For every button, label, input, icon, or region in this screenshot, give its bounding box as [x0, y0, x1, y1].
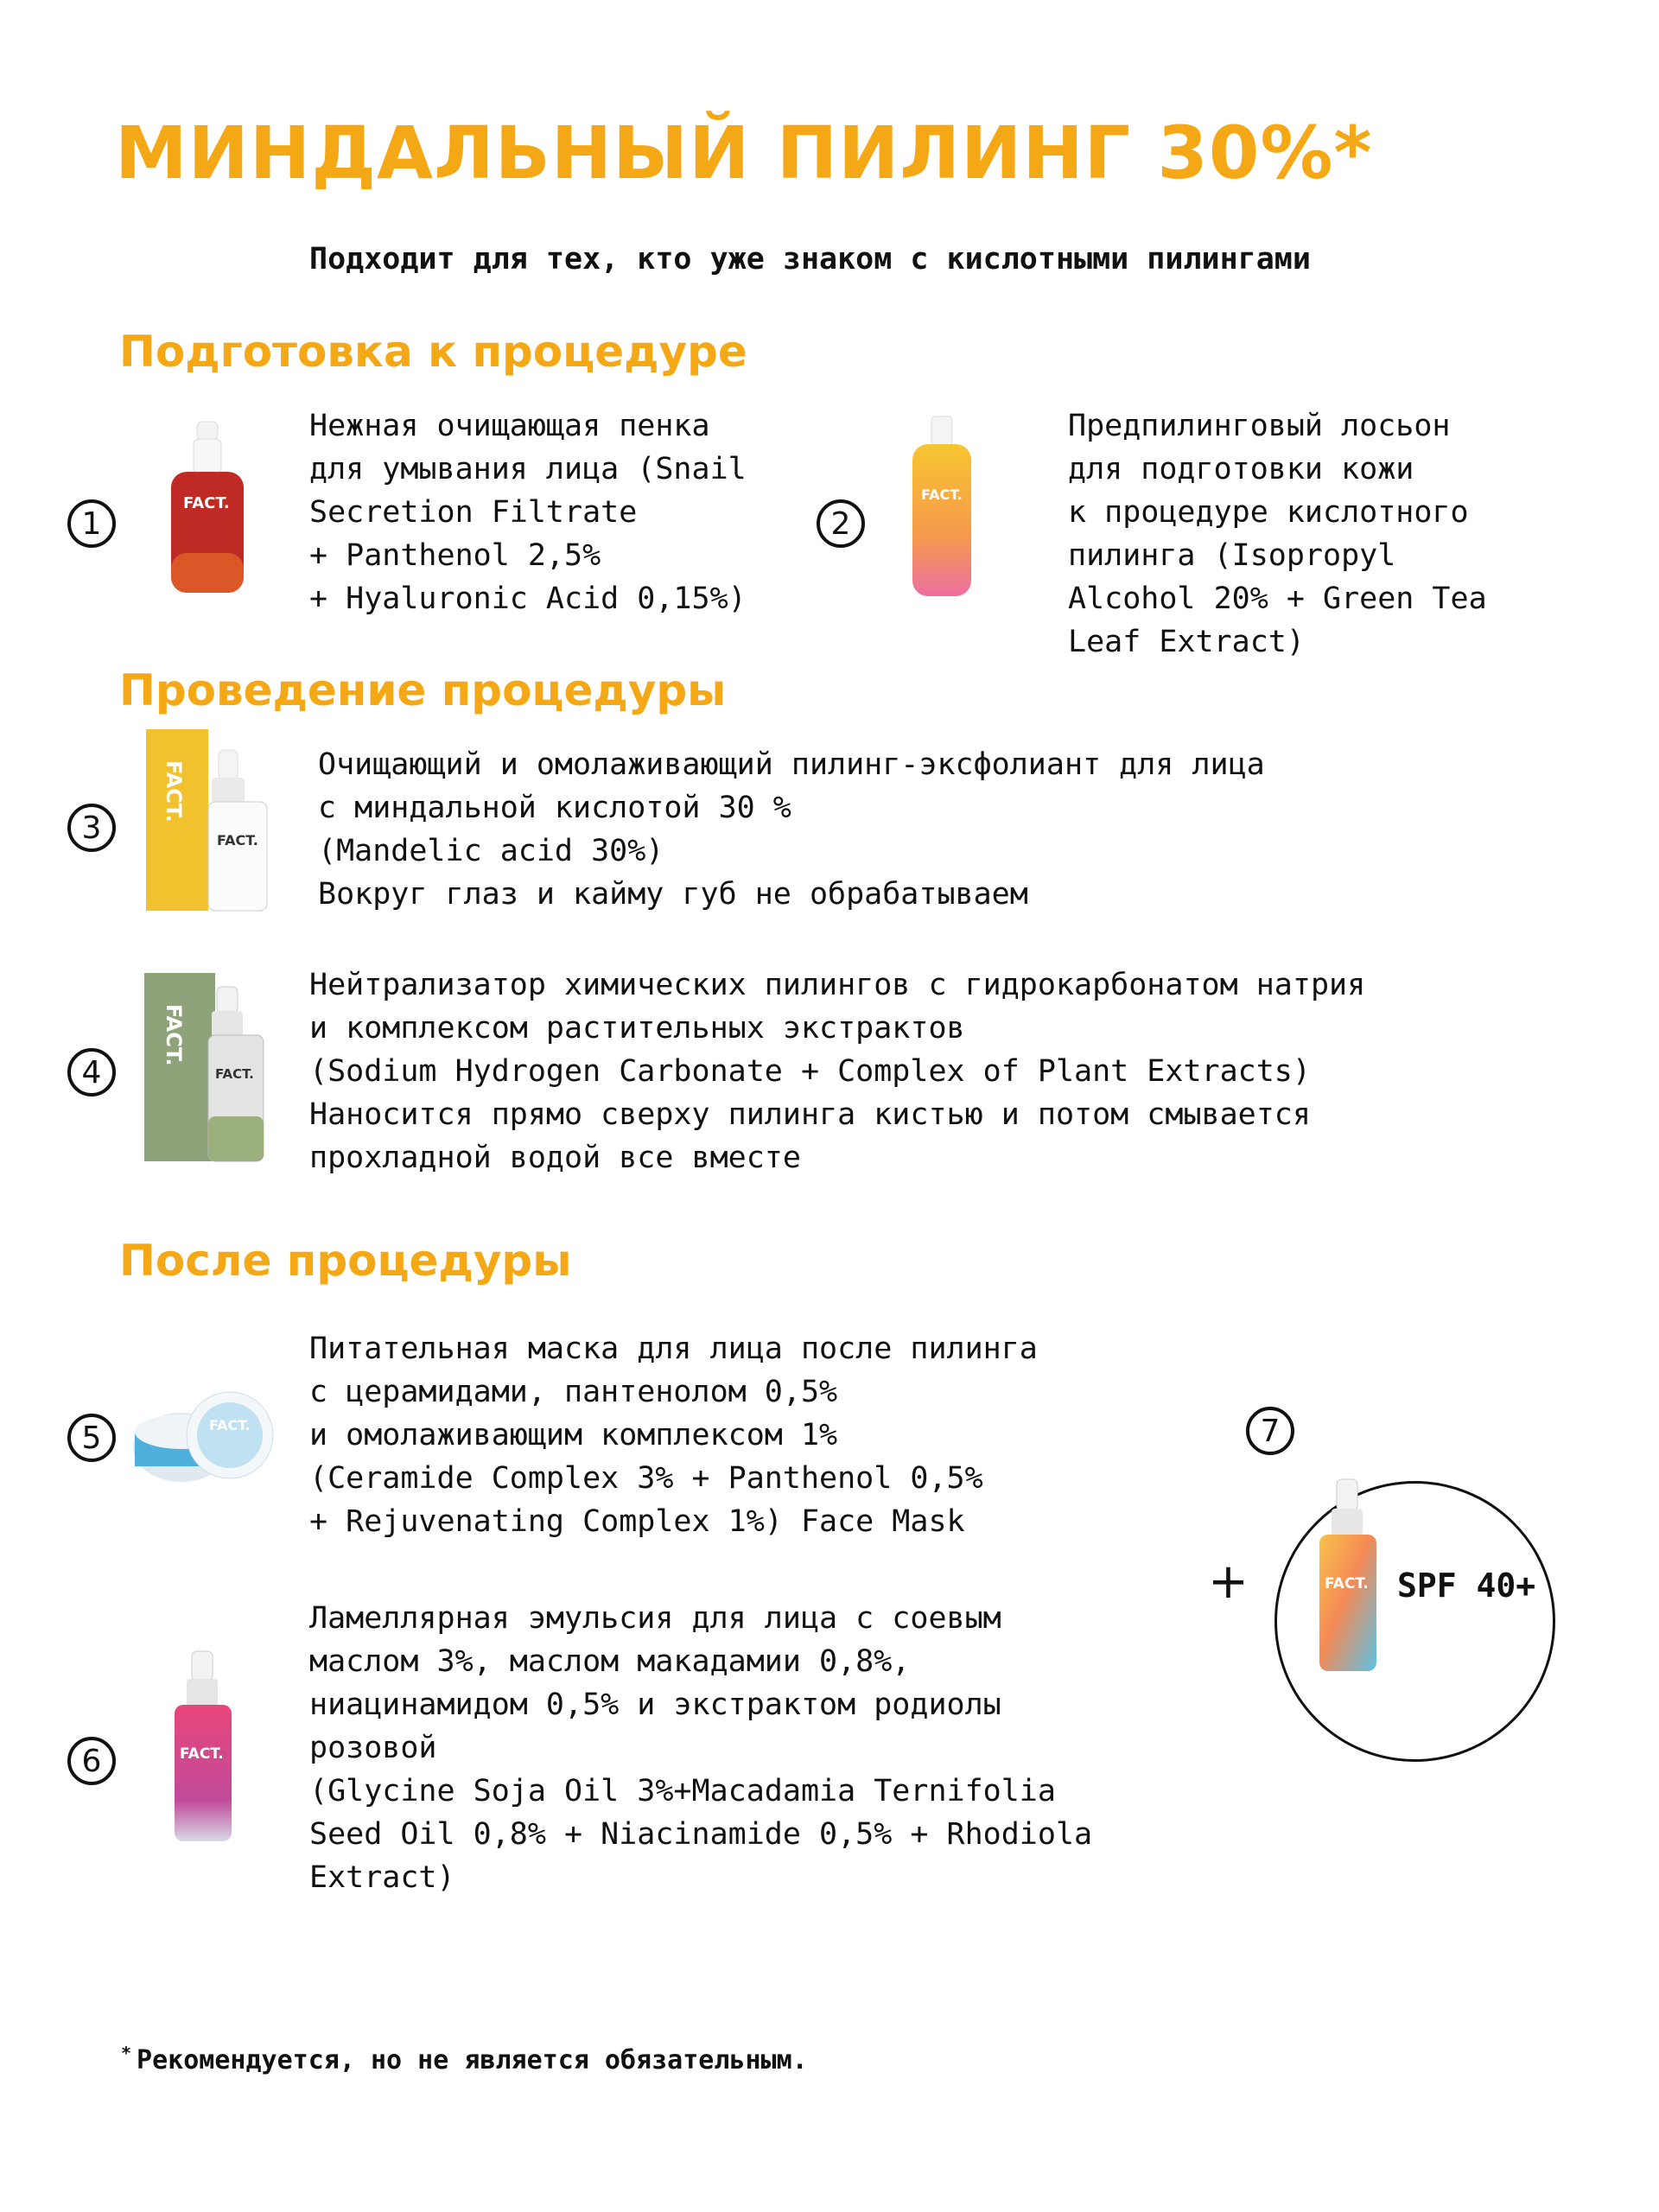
svg-text:FACT.: FACT. [217, 832, 258, 849]
peeling-serum-image [143, 726, 272, 916]
svg-text:FACT.: FACT. [1325, 1575, 1369, 1592]
step-number-7: 7 [1246, 1407, 1294, 1455]
product-description-1: Нежная очищающая пенка для умывания лица (Snail Secretion Filtrate + Panthenol 2,5% + Hyaluronic Acid 0,15%) [309, 409, 747, 616]
product-description-2: Предпилинговый лосьон для подготовки кожи к процедуре кислотного пилинга (Isopropyl Alcohol 20% + Green Tea Leaf Extract) [1068, 409, 1487, 659]
section-heading-procedure: Проведение процедуры [119, 665, 727, 715]
svg-text:FACT.: FACT. [215, 1066, 254, 1082]
step-number-5: 5 [67, 1414, 116, 1462]
step-number-2: 2 [817, 499, 865, 548]
footnote-text: Рекомендуется, но не является обязательным. [137, 2045, 808, 2075]
foam-bottle-image [164, 415, 251, 601]
page-subtitle: Подходит для тех, кто уже знаком с кислотными пилингами [309, 242, 1311, 276]
product-description-4: Нейтрализатор химических пилингов с гидрокарбонатом натрия и комплексом растительных экстрактов (Sodium Hydrogen Carbonate + Complex of Plant Extracts) Наносится прямо сверху пилинга кистью и потом смывается прохладной водой все вместе [309, 968, 1366, 1175]
step-number-3: 3 [67, 804, 116, 852]
step-number-1: 1 [67, 499, 116, 548]
step-number-4: 4 [67, 1048, 116, 1096]
neutralizer-image [143, 969, 268, 1166]
product-description-3: Очищающий и омолаживающий пилинг-эксфолиант для лица с миндальной кислотой 30 % (Mandelic acid 30%) Вокруг глаз и кайму губ не обрабатываем [318, 747, 1265, 912]
product-description-5: Питательная маска для лица после пилинга с церамидами, пантенолом 0,5% и омолаживающим комплексом 1% (Ceramide Complex 3% + Panthenol 0,5% + Rejuvenating Complex 1%) Face Mask [309, 1332, 1038, 1539]
svg-text:FACT.: FACT. [180, 1745, 224, 1763]
footnote-mark: * [121, 2043, 132, 2063]
section-heading-prep: Подготовка к процедуре [119, 327, 747, 377]
svg-text:FACT.: FACT. [162, 760, 186, 823]
footnote [121, 2043, 808, 2075]
svg-text:FACT.: FACT. [162, 1004, 186, 1066]
svg-text:FACT.: FACT. [183, 494, 230, 512]
lotion-bottle-image [899, 413, 985, 601]
svg-text:FACT.: FACT. [209, 1417, 251, 1433]
page-title: МИНДАЛЬНЫЙ ПИЛИНГ 30%* [115, 111, 1373, 195]
plus-sign: + [1208, 1554, 1249, 1610]
emulsion-bottle-image [164, 1646, 242, 1847]
spf-label: SPF 40+ [1397, 1567, 1536, 1605]
svg-text:FACT.: FACT. [921, 486, 963, 503]
face-mask-jar-image [130, 1378, 276, 1491]
spf-bottle-image [1309, 1476, 1387, 1676]
product-description-6: Ламеллярная эмульсия для лица с соевым маслом 3%, маслом макадамии 0,8%, ниацинамидом 0,5% и экстрактом родиолы розовой (Glycine Soja Oil 3%+Macadamia Ternifolia Seed Oil 0,8% + Niacinamide 0,5% + Rhodiola Extract) [309, 1601, 1093, 1895]
section-heading-after: После процедуры [119, 1236, 572, 1286]
step-number-6: 6 [67, 1737, 116, 1785]
